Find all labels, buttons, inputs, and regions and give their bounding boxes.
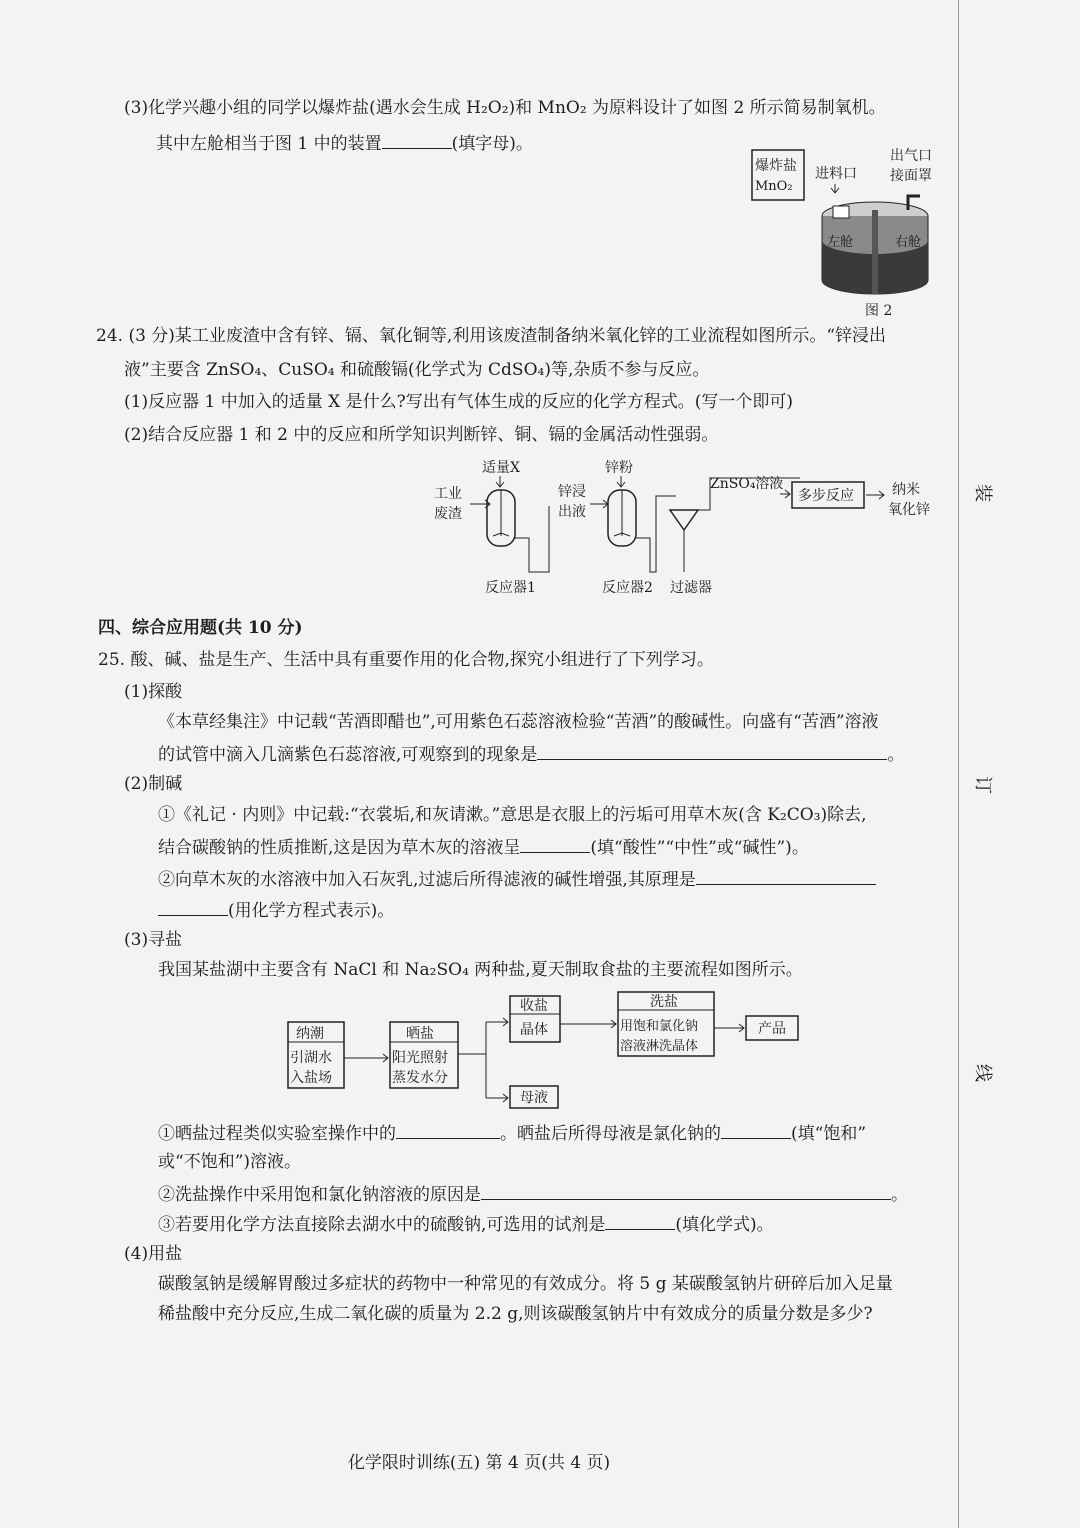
q25-part2-title: (2)制碱 <box>124 774 183 794</box>
q23-3-line1: (3)化学兴趣小组的同学以爆炸盐(遇水会生成 H₂O₂)和 MnO₂ 为原料设计了如图 2 所示简易制氧机。 <box>124 98 886 118</box>
left-chamber-label: 左舱 <box>827 235 854 250</box>
section-title: 四、综合应用题(共 10 分) <box>98 618 303 638</box>
znso4-label: ZnSO₄溶液 <box>710 476 784 492</box>
q25-part2-line2: 结合碳酸钠的性质推断,这是因为草木灰的溶液呈 (填“酸性”“中性”或“碱性”)。 <box>158 834 809 860</box>
q24-sub1: (1)反应器 1 中加入的适量 X 是什么?写出有气体生成的反应的化学方程式。(写一个即可) <box>124 392 793 412</box>
divider <box>872 210 878 294</box>
answer-blank[interactable] <box>396 1120 500 1139</box>
stirrer-icon <box>493 490 509 536</box>
answer-blank[interactable] <box>158 897 228 916</box>
pipe <box>636 496 676 572</box>
q25-part4-line2: 稀盐酸中充分反应,生成二氧化碳的质量为 2.2 g,则该碳酸氢钠片中有效成分的质量分数是多少? <box>158 1304 873 1324</box>
q24-sub2: (2)结合反应器 1 和 2 中的反应和所学知识判断锌、铜、镉的金属活动性强弱。 <box>124 425 719 445</box>
arrow-icon <box>590 500 608 508</box>
arrow-icon <box>617 476 625 487</box>
reactor2-label: 反应器2 <box>602 580 653 596</box>
arrow-icon <box>344 1054 388 1062</box>
pipe <box>515 506 549 572</box>
q25-part3-line1: 我国某盐湖中主要含有 NaCl 和 Na₂SO₄ 两种盐,夏天制取食盐的主要流程如图所示。 <box>158 960 803 980</box>
reagent-label-2: MnO₂ <box>755 179 793 194</box>
multistep-label: 多步反应 <box>798 488 854 504</box>
nano-label-2: 氧化锌 <box>888 502 930 518</box>
outlet-label: 出气口 <box>890 148 932 164</box>
leach-label-1: 锌浸 <box>558 484 586 500</box>
q25-part4-line1: 碳酸氢钠是缓解胃酸过多症状的药物中一种常见的有效成分。将 5 g 某碳酸氢钠片研碎后加入足量 <box>158 1274 893 1294</box>
inlet-label: 进料口 <box>815 166 857 182</box>
zinc-powder-label: 锌粉 <box>605 460 633 476</box>
inlet-port <box>833 206 849 218</box>
box2-line2: 蒸发水分 <box>392 1070 448 1086</box>
arrow-icon <box>866 491 884 499</box>
right-chamber-label: 右舱 <box>895 235 922 250</box>
answer-blank[interactable] <box>696 866 876 885</box>
q25-part3-q1: ①晒盐过程类似实验室操作中的 。晒盐后所得母液是氯化钠的 (填“饱和” <box>158 1120 866 1146</box>
zinc-oxide-flow-diagram <box>430 452 950 604</box>
arrow-icon <box>496 476 504 487</box>
box5-line2: 溶液淋洗晶体 <box>620 1039 699 1054</box>
q24-line2: 液”主要含 ZnSO₄、CuSO₄ 和硫酸镉(化学式为 CdSO₄)等,杂质不参与反应。 <box>124 360 710 380</box>
box3-title: 收盐 <box>520 998 548 1014</box>
q25-part2-line3: ②向草木灰的水溶液中加入石灰乳,过滤后所得滤液的碱性增强,其原理是 <box>158 866 876 892</box>
reactor1-label: 反应器1 <box>485 580 536 596</box>
inlet-arrow-icon <box>831 184 839 193</box>
branch-arrows <box>458 1018 508 1102</box>
q25-part1-line1: 《本草经集注》中记载“苦酒即醋也”,可用紫色石蕊溶液检验“苦酒”的酸碱性。向盛有“苦酒”溶液 <box>158 712 879 732</box>
box1-line1: 引湖水 <box>290 1050 332 1066</box>
box3-line1: 晶体 <box>520 1022 548 1038</box>
binding-mark-3: 线 <box>972 1064 993 1082</box>
nano-label-1: 纳米 <box>892 482 920 498</box>
q25-part3-title: (3)寻盐 <box>124 930 183 950</box>
box5-title: 洗盐 <box>650 994 678 1010</box>
page-footer: 化学限时训练(五) 第 4 页(共 4 页) <box>347 1453 611 1473</box>
answer-blank[interactable] <box>605 1211 675 1230</box>
binding-mark-2: 订 <box>972 776 993 794</box>
binding-line <box>958 0 959 1528</box>
q25-part4-title: (4)用盐 <box>124 1244 183 1264</box>
q25-intro: 25. 酸、碱、盐是生产、生活中具有重要作用的化合物,探究小组进行了下列学习。 <box>98 650 714 670</box>
q25-part3-q2: ②洗盐操作中采用饱和氯化钠溶液的原因是 。 <box>158 1181 908 1207</box>
box6-label: 产品 <box>758 1021 786 1037</box>
box4-label: 母液 <box>520 1090 548 1106</box>
q23-3-line2: 其中左舱相当于图 1 中的装置 (填字母)。 <box>156 130 533 156</box>
q25-part2-line1: ①《礼记 · 内则》中记载:“衣裳垢,和灰请漱。”意思是衣服上的污垢可用草木灰(含 K₂CO₃)除去, <box>158 805 867 825</box>
answer-blank[interactable] <box>721 1120 791 1139</box>
box5-line1: 用饱和氯化钠 <box>620 1019 699 1034</box>
q24-line1: 24. (3 分)某工业废渣中含有锌、镉、氧化铜等,利用该废渣制备纳米氧化锌的工业流程如图所示。“锌浸出 <box>96 326 887 346</box>
figure2-caption: 图 2 <box>865 303 893 319</box>
waste-label-1: 工业 <box>434 486 462 502</box>
box2-line1: 阳光照射 <box>392 1050 448 1066</box>
reagent-label-1: 爆炸盐 <box>755 158 797 174</box>
q25-part3-q1-cont: 或“不饱和”)溶液。 <box>158 1152 302 1172</box>
box2-title: 晒盐 <box>406 1026 434 1042</box>
filter-label: 过滤器 <box>670 580 712 596</box>
q25-part1-title: (1)探酸 <box>124 682 183 702</box>
q25-part1-line2: 的试管中滴入几滴紫色石蕊溶液,可观察到的现象是 。 <box>158 741 904 767</box>
answer-blank[interactable] <box>537 741 887 760</box>
arrow-icon <box>560 1020 616 1028</box>
answer-blank[interactable] <box>382 130 452 149</box>
answer-blank[interactable] <box>520 834 590 853</box>
box1-title: 纳潮 <box>296 1026 324 1042</box>
oxygen-generator-figure <box>745 140 945 320</box>
arrow-icon <box>714 1024 744 1032</box>
waste-label-2: 废渣 <box>434 506 462 522</box>
x-reagent-label: 适量X <box>482 460 520 476</box>
binding-mark-1: 装 <box>972 484 993 502</box>
mask-label: 接面罩 <box>890 168 932 184</box>
leach-label-2: 出液 <box>558 504 586 520</box>
stirrer-icon <box>614 490 630 536</box>
salt-flow-diagram <box>280 988 810 1110</box>
answer-blank[interactable] <box>481 1181 891 1200</box>
q25-part3-q3: ③若要用化学方法直接除去湖水中的硫酸钠,可选用的试剂是 (填化学式)。 <box>158 1211 774 1237</box>
box1-line2: 入盐场 <box>290 1070 332 1086</box>
q25-part2-line4: (用化学方程式表示)。 <box>158 897 394 923</box>
filter-funnel <box>670 510 698 530</box>
